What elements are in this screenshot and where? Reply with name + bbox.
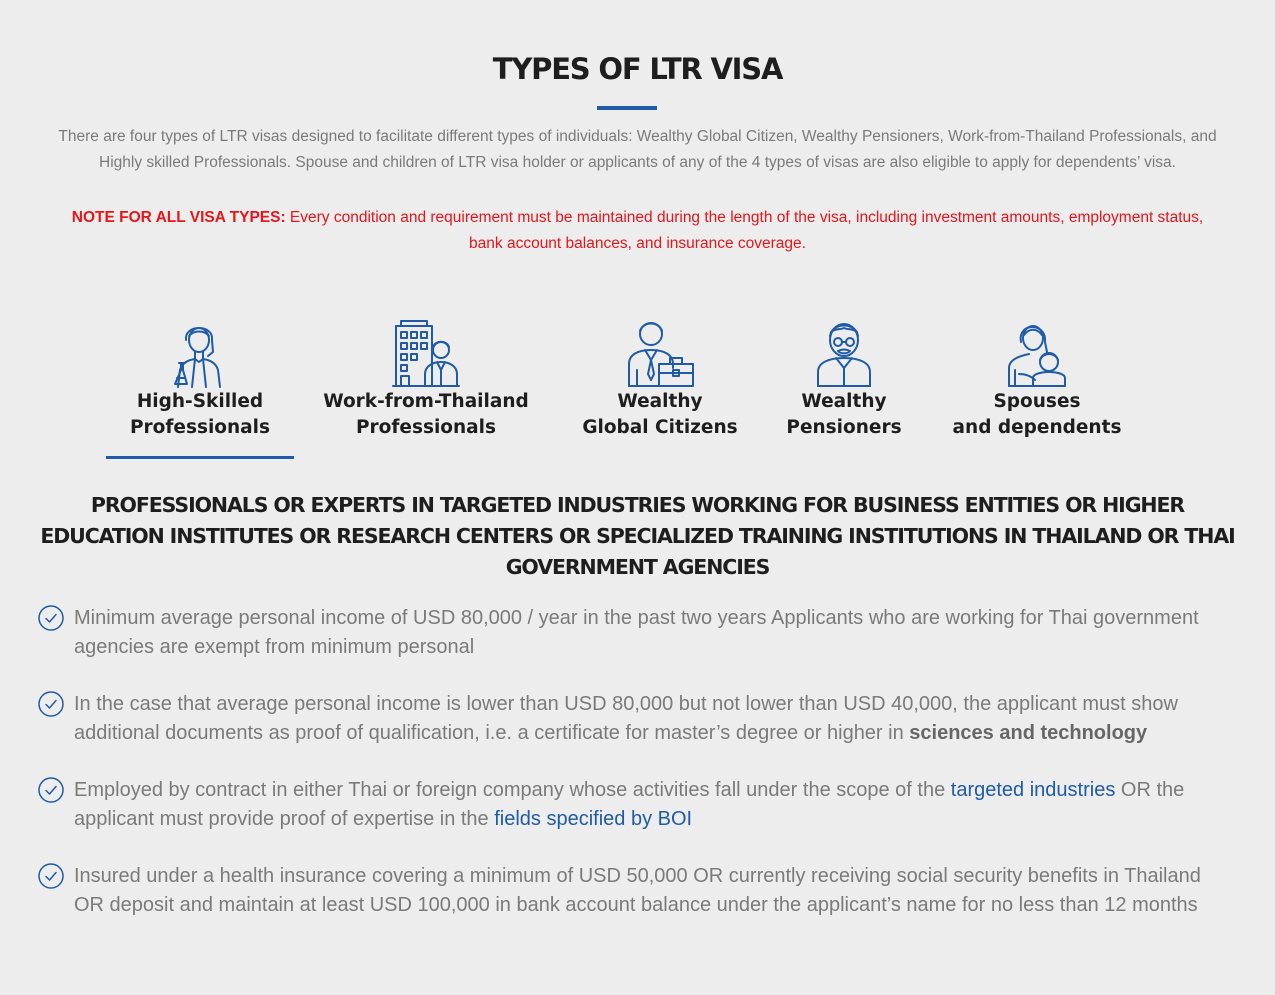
tab-wealthy-pensioners[interactable] — [780, 318, 908, 441]
tab-label-line1: Spouses — [993, 391, 1081, 412]
scientist-icon — [168, 318, 232, 388]
check-circle-icon — [38, 605, 64, 631]
tab-label-line2: Professionals — [355, 417, 497, 438]
page-title: TYPES OF LTR VISA — [492, 52, 783, 86]
list-item — [38, 690, 1228, 748]
list-item — [38, 604, 1228, 662]
tab-label-line2: Professionals — [129, 417, 271, 438]
check-circle-icon — [38, 691, 64, 717]
title-underline — [597, 106, 657, 110]
criteria-text: Insured under a health insurance covering a minimum of USD 50,000 OR currently receiving social security benefits in Thailand OR deposit and maintain at least USD 100,000 in bank account balance under the applicant’s name for no less than 12 months — [74, 865, 1201, 916]
businessman-briefcase-icon — [625, 318, 695, 388]
note-paragraph — [60, 205, 1215, 257]
mother-child-icon — [1005, 318, 1069, 388]
criteria-text: Minimum average personal income of USD 80,000 / year in the past two years Applicants who are working for Thai government agencies are exempt from minimum personal — [74, 607, 1199, 658]
criteria-text: In the case that average personal income is lower than USD 80,000 but not lower than USD 40,000, the applicant must show additional documents as proof of qualification, i.e. a certificate for master’s degree or higher in — [74, 693, 1178, 744]
elderly-man-icon — [812, 318, 876, 388]
fields-specified-by-boi-link[interactable]: fields specified by BOI — [494, 808, 693, 830]
criteria-bold-text: sciences and technology — [909, 722, 1148, 744]
tab-label-line1: Work-from-Thailand — [323, 391, 529, 412]
check-circle-icon — [38, 777, 64, 803]
criteria-text: OR the applicant must provide proof of expertise in the — [74, 779, 1185, 830]
active-tab-indicator — [106, 456, 294, 459]
tab-label-line2: Pensioners — [786, 417, 902, 438]
tab-label-line1: High-Skilled — [136, 391, 264, 412]
note-text: Every condition and requirement must be maintained during the length of the visa, including investment amounts, employment status, bank account balances, and insurance coverage. — [285, 209, 1204, 252]
targeted-industries-link[interactable]: targeted industries — [950, 779, 1116, 801]
intro-paragraph: There are four types of LTR visas designed to facilitate different types of individuals: Wealthy Global Citizen, Wealthy Pensioners, Work-from-Thailand Professionals, and Highly skilled Professionals. Spouse and children of LTR visa holder or applicants of any of the 4 types of visas are also eligible to apply for dependents’ visa. — [58, 128, 1217, 171]
tab-spouses-and-dependents[interactable] — [948, 318, 1126, 441]
note-label: NOTE FOR ALL VISA TYPES: — [71, 209, 286, 226]
tab-label-line2: and dependents — [952, 417, 1122, 438]
office-worker-icon — [391, 318, 461, 388]
tab-work-from-thailand-professionals[interactable] — [316, 318, 536, 441]
tab-label-line2: Global Citizens — [582, 417, 738, 438]
list-item — [38, 862, 1228, 920]
tab-label-line1: Wealthy — [801, 391, 887, 412]
tab-label-line1: Wealthy — [617, 391, 703, 412]
criteria-text: Employed by contract in either Thai or foreign company whose activities fall under the scope of the — [74, 779, 951, 801]
tab-wealthy-global-citizens[interactable] — [578, 318, 742, 441]
section-heading: PROFESSIONALS OR EXPERTS IN TARGETED INDUSTRIES WORKING FOR BUSINESS ENTITIES OR HIGHER EDUCATION INSTITUTES OR RESEARCH CENTERS OR SPECIALIZED TRAINING INSTITUTIONS IN THAILAND OR THAI GOVERNMENT AGENCIES — [40, 493, 1235, 579]
tab-high-skilled-professionals[interactable] — [106, 318, 294, 441]
criteria-list — [38, 604, 1228, 948]
list-item — [38, 776, 1228, 834]
check-circle-icon — [38, 863, 64, 889]
